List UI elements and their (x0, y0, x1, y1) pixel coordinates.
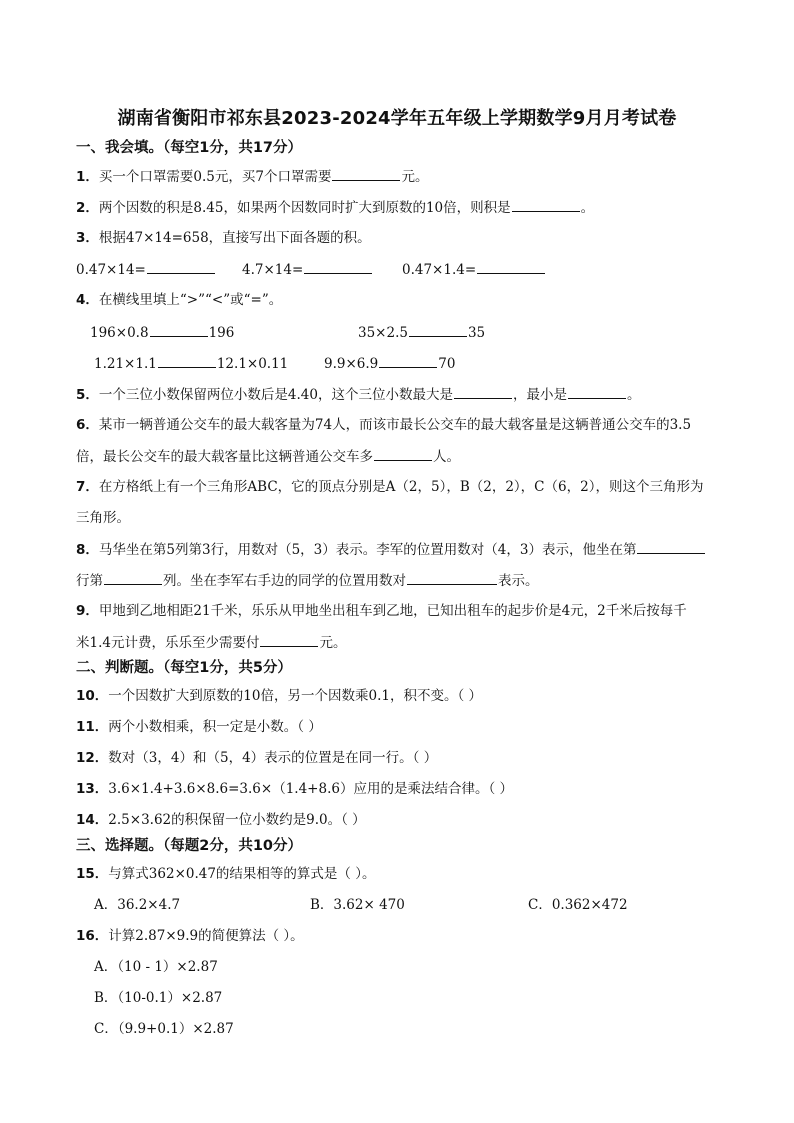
question-1 (76, 166, 748, 187)
question-text: 元。 (401, 169, 429, 185)
q16-option-a[interactable]: A．（10 - 1）×2.87 (94, 959, 218, 975)
question-7-line-2 (76, 508, 748, 528)
expression: 196 (208, 325, 235, 341)
question-3 (76, 228, 748, 248)
question-text: 在横线里填上“>”“<”或“=”。 (98, 292, 283, 308)
question-11 (76, 717, 748, 737)
section-3-heading: 三、选择题。（每题2分，共10分） (76, 838, 303, 854)
question-text: 。 (580, 200, 595, 216)
q4-item-3 (94, 353, 288, 374)
question-number: 8． (76, 542, 99, 558)
question-text: 在方格纸上有一个三角形ABC，它的顶点分别是A（2，5），B（2，2），C（6，2），则这个三角形为 (98, 479, 704, 495)
expression: 4.7×14= (242, 262, 304, 278)
question-14 (76, 810, 748, 830)
q4-item-1 (90, 322, 234, 343)
question-text: 某市一辆普通公交车的最大载客量为74人，而该市最长公交车的最大载客量是这辆普通公交车的3.5 (98, 417, 692, 433)
expression: 35×2.5 (358, 325, 408, 341)
section-2-heading: 二、判断题。（每空1分，共5分） (76, 660, 292, 676)
question-6-line-1 (76, 415, 748, 435)
q15-option-c[interactable]: C．0.362×472 (528, 897, 628, 913)
expression: 12.1×0.11 (216, 356, 289, 372)
answer-blank[interactable] (147, 259, 215, 274)
question-text: 米1.4元计费，乐乐至少需要付 (76, 635, 260, 651)
question-12 (76, 748, 748, 768)
question-number: 15． (76, 866, 109, 882)
question-text: 甲地到乙地相距21千米，乐乐从甲地坐出租车到乙地，已知出租车的起步价是4元，2千米后按每千 (98, 603, 687, 619)
question-text: 元。 (319, 635, 347, 651)
question-number: 12． (76, 750, 109, 766)
q3-item-2 (242, 259, 373, 280)
question-text[interactable]: 一个因数扩大到原数的10倍，另一个因数乘0.1，积不变。（ ） (108, 688, 482, 704)
question-number: 2． (76, 200, 99, 216)
question-number: 14． (76, 812, 109, 828)
question-number: 4． (76, 292, 99, 308)
q15-option-b[interactable]: B．3.62× 470 (310, 897, 405, 913)
question-9-line-1 (76, 601, 748, 621)
answer-blank[interactable] (379, 353, 437, 368)
question-number: 13． (76, 781, 109, 797)
answer-blank[interactable] (568, 384, 626, 399)
question-4 (76, 290, 748, 310)
question-text: 人。 (433, 449, 460, 465)
answer-blank[interactable] (260, 632, 318, 647)
q4-item-4 (324, 353, 455, 374)
answer-blank[interactable] (407, 570, 497, 585)
answer-blank[interactable] (332, 166, 400, 181)
expression: 1.21×1.1 (94, 356, 157, 372)
question-text: 列。坐在李军右手边的同学的位置用数对 (163, 573, 406, 589)
question-text[interactable]: 3.6×1.4+3.6×8.6=3.6×（1.4+8.6）应用的是乘法结合律。（ ） (108, 781, 513, 797)
answer-blank[interactable] (512, 197, 580, 212)
question-text: 买一个口罩需要0.5元，买7个口罩需要 (98, 169, 332, 185)
q3-item-1 (76, 259, 216, 280)
question-text: 根据47×14=658，直接写出下面各题的积。 (98, 230, 371, 246)
section-1-heading: 一、我会填。（每空1分，共17分） (76, 140, 303, 156)
question-8-line-2 (76, 570, 748, 591)
question-9-line-2 (76, 632, 748, 653)
question-number: 1． (76, 169, 99, 185)
question-text: ，最小是 (512, 387, 567, 403)
expression: 9.9×6.9 (324, 356, 379, 372)
q4-item-2 (358, 322, 485, 343)
expression: 0.47×1.4= (402, 262, 477, 278)
expression: 35 (467, 325, 486, 341)
question-7-line-1 (76, 477, 748, 497)
answer-blank[interactable] (158, 353, 216, 368)
answer-blank[interactable] (477, 259, 545, 274)
question-text: 三角形。 (76, 510, 130, 526)
question-text: 一个三位小数保留两位小数后是4.40，这个三位小数最大是 (98, 387, 453, 403)
question-16 (76, 926, 748, 946)
q3-item-3 (402, 259, 546, 280)
question-number: 10． (76, 688, 109, 704)
question-number: 9． (76, 603, 99, 619)
question-number: 3． (76, 230, 99, 246)
question-6-line-2 (76, 446, 748, 467)
question-number: 11． (76, 719, 109, 735)
expression: 70 (438, 356, 456, 372)
answer-blank[interactable] (637, 539, 705, 554)
question-2 (76, 197, 748, 218)
question-text: 行第 (76, 573, 103, 589)
question-13 (76, 779, 748, 799)
question-15 (76, 864, 748, 884)
question-number: 5． (76, 387, 99, 403)
expression: 0.47×14= (76, 262, 146, 278)
question-text[interactable]: 两个小数相乘，积一定是小数。（ ） (108, 719, 322, 735)
answer-blank[interactable] (374, 446, 432, 461)
question-5 (76, 384, 748, 405)
question-text: 与算式362×0.47的结果相等的算式是（ ）。 (108, 866, 376, 882)
question-text: 倍，最长公交车的最大载客量比这辆普通公交车多 (76, 449, 373, 465)
answer-blank[interactable] (409, 322, 467, 337)
question-number: 16． (76, 928, 109, 944)
answer-blank[interactable] (150, 322, 208, 337)
question-number: 6． (76, 417, 99, 433)
question-text: 计算2.87×9.9的简便算法（ ）。 (108, 928, 304, 944)
question-text: 两个因数的积是8.45，如果两个因数同时扩大到原数的10倍，则积是 (98, 200, 511, 216)
answer-blank[interactable] (454, 384, 512, 399)
q16-option-c[interactable]: C．（9.9+0.1）×2.87 (94, 1021, 234, 1037)
question-10 (76, 686, 748, 706)
q16-option-b[interactable]: B．（10-0.1）×2.87 (94, 990, 223, 1006)
question-text[interactable]: 2.5×3.62的积保留一位小数约是9.0。（ ） (108, 812, 366, 828)
question-text[interactable]: 数对（3，4）和（5，4）表示的位置是在同一行。（ ） (108, 750, 438, 766)
answer-blank[interactable] (104, 570, 162, 585)
question-number: 7． (76, 479, 99, 495)
exam-title: 湖南省衡阳市祁东县2023-2024学年五年级上学期数学9月月考试卷 (117, 108, 677, 129)
expression: 196×0.8 (90, 325, 149, 341)
question-text: 。 (626, 387, 641, 403)
question-text: 马华坐在第5列第3行，用数对（5，3）表示。李军的位置用数对（4，3）表示，他坐在第 (98, 542, 637, 558)
answer-blank[interactable] (304, 259, 372, 274)
question-8-line-1 (76, 539, 748, 560)
question-text: 表示。 (498, 573, 539, 589)
q15-option-a[interactable]: A．36.2×4.7 (94, 897, 181, 913)
